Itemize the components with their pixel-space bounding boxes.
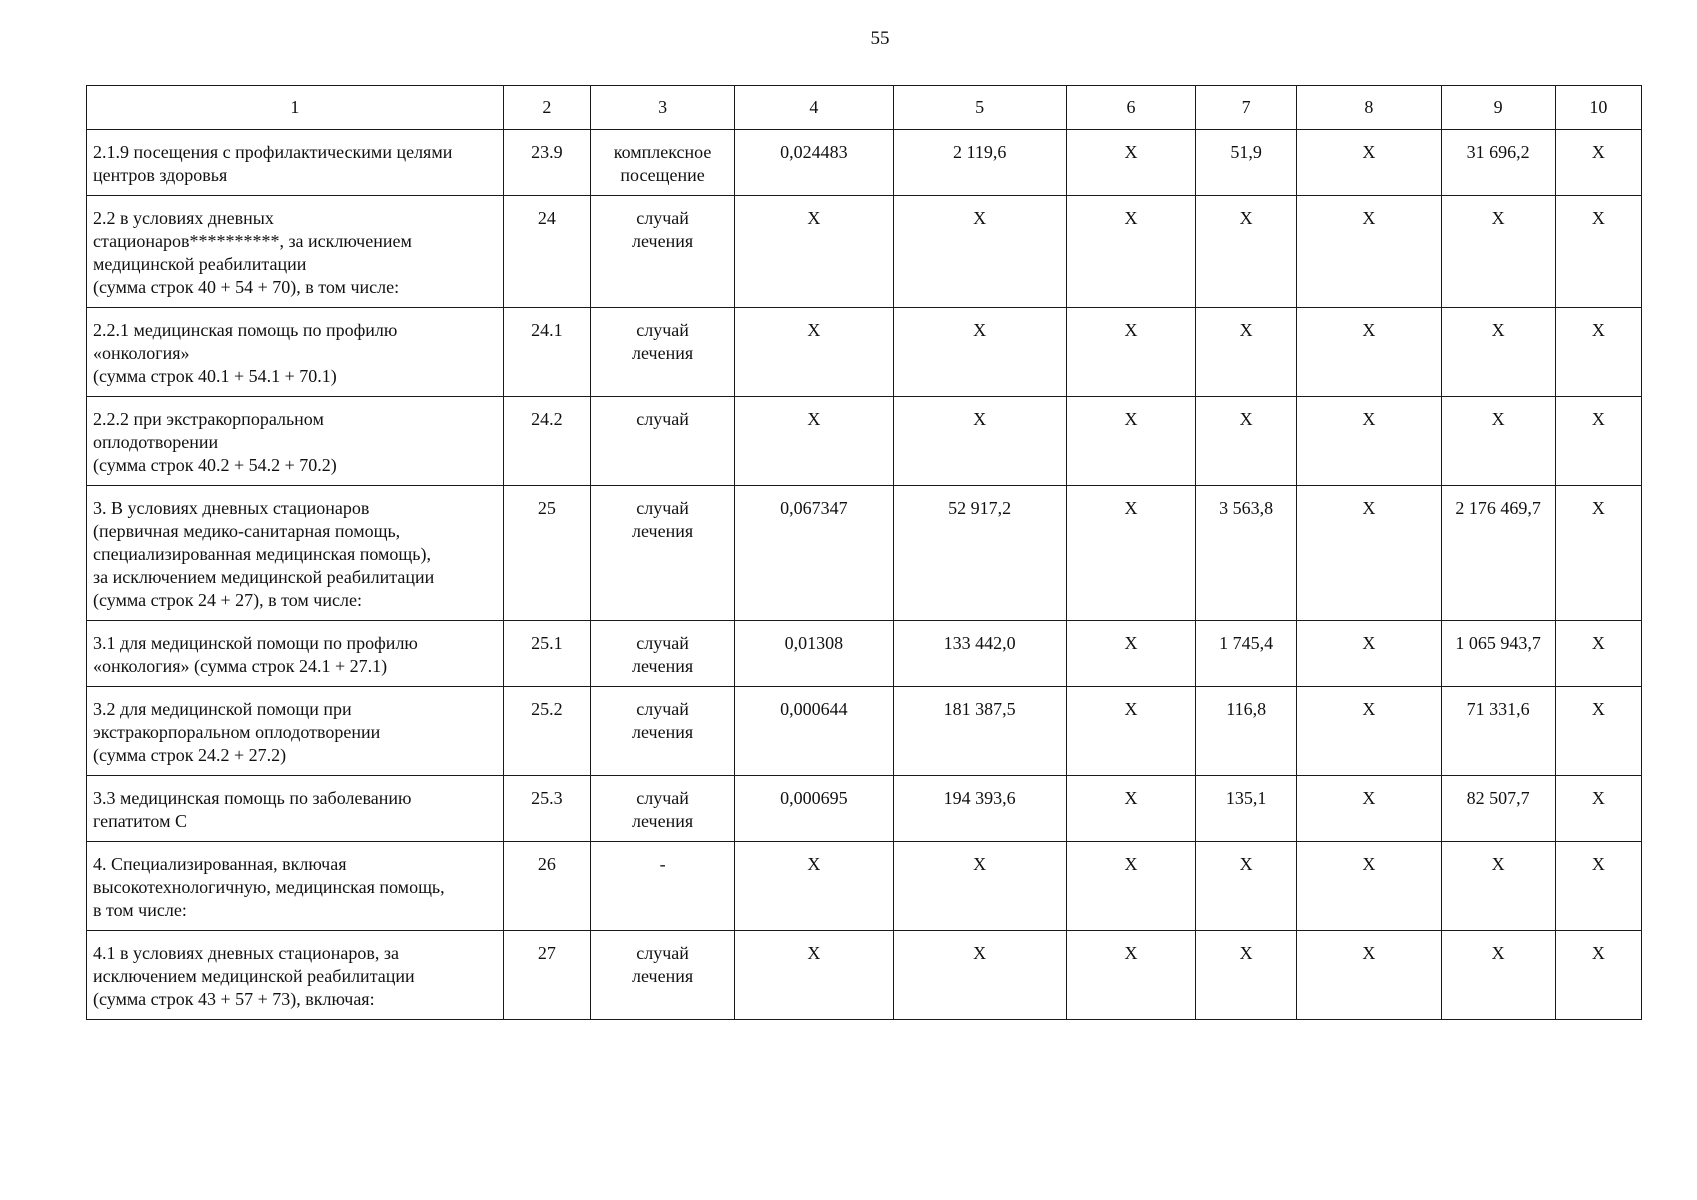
table-cell: Х [1555,842,1641,931]
table-cell: Х [1297,776,1441,842]
table-cell: 3 563,8 [1196,486,1297,621]
row-description-cell [87,931,504,1020]
table-cell: Х [1297,842,1441,931]
table-cell: Х [1297,931,1441,1020]
table-cell: Х [1196,196,1297,308]
table-cell: Х [1066,308,1195,397]
column-header-10: 10 [1555,86,1641,130]
row-number-cell: 24.1 [503,308,590,397]
column-header-4: 4 [735,86,893,130]
table-cell: Х [1555,130,1641,196]
row-description-cell [87,196,504,308]
table-cell: 0,000644 [735,687,893,776]
table-cell: Х [1297,397,1441,486]
unit-text: - [659,854,666,874]
table-cell: 181 387,5 [893,687,1066,776]
unit-cell [590,397,734,486]
table-row [87,308,1642,397]
column-header-5: 5 [893,86,1066,130]
table-cell: Х [1555,621,1641,687]
unit-cell [590,486,734,621]
row-description-cell [87,397,504,486]
column-header-6: 6 [1066,86,1195,130]
table-cell: Х [1066,486,1195,621]
table-cell: Х [1441,308,1555,397]
table-cell: 0,067347 [735,486,893,621]
table-cell: Х [1066,196,1195,308]
page-number: 55 [870,28,890,49]
table-cell: Х [893,842,1066,931]
row-description-cell [87,776,504,842]
table-cell: Х [1196,308,1297,397]
table-row [87,931,1642,1020]
unit-cell [590,842,734,931]
table-cell: Х [1555,196,1641,308]
table-cell: 1 065 943,7 [1441,621,1555,687]
row-description: 2.2.1 медицинская помощь по профилю «онкология» (сумма строк 40.1 + 54.1 + 70.1) [93,320,398,386]
unit-text: случай лечения [632,943,694,986]
table-cell: Х [893,931,1066,1020]
row-number-cell: 24.2 [503,397,590,486]
table-cell: Х [1297,196,1441,308]
table-cell: Х [1066,776,1195,842]
unit-text: комплексное посещение [613,142,712,185]
table-row [87,486,1642,621]
table-cell: Х [1196,931,1297,1020]
column-header-9: 9 [1441,86,1555,130]
unit-cell [590,687,734,776]
row-description: 4. Специализированная, включая высокотехнологичную, медицинская помощь, в том числе: [93,854,445,920]
row-number-cell: 26 [503,842,590,931]
table-cell: Х [893,196,1066,308]
table-cell: Х [1441,931,1555,1020]
table-cell: Х [1555,931,1641,1020]
table-cell: Х [735,931,893,1020]
unit-text: случай лечения [632,498,694,541]
table-cell: Х [1297,308,1441,397]
row-description-cell [87,687,504,776]
unit-text: случай лечения [632,320,694,363]
table-cell: Х [1066,397,1195,486]
row-description: 2.2 в условиях дневных стационаров**********, за исключением медицинской реабилитации (сумма строк 40 + 54 + 70), в том числе: [93,208,412,297]
table-cell: Х [1555,486,1641,621]
table-cell: 135,1 [1196,776,1297,842]
table-header-row [87,86,1642,130]
row-number-cell: 25.1 [503,621,590,687]
table-cell: 194 393,6 [893,776,1066,842]
table-cell: Х [1297,621,1441,687]
table-cell: 51,9 [1196,130,1297,196]
row-number-cell: 24 [503,196,590,308]
row-number-cell: 25.3 [503,776,590,842]
unit-cell [590,130,734,196]
table-cell: 2 119,6 [893,130,1066,196]
table-cell: Х [1441,196,1555,308]
unit-text: случай лечения [632,208,694,251]
table-cell: 0,01308 [735,621,893,687]
row-description-cell [87,308,504,397]
table-cell: Х [735,397,893,486]
column-header-2: 2 [503,86,590,130]
table-cell: 2 176 469,7 [1441,486,1555,621]
unit-cell [590,776,734,842]
row-description-cell [87,842,504,931]
table-row [87,776,1642,842]
column-header-8: 8 [1297,86,1441,130]
unit-cell [590,196,734,308]
table-cell: Х [1196,397,1297,486]
table-cell: Х [1066,687,1195,776]
table-row [87,687,1642,776]
row-description: 3.2 для медицинской помощи при экстракорпоральном оплодотворении (сумма строк 24.2 + 27.2) [93,699,381,765]
row-description: 4.1 в условиях дневных стационаров, за исключением медицинской реабилитации (сумма строк 43 + 57 + 73), включая: [93,943,415,1009]
data-table [86,85,1642,1020]
table-cell: Х [1441,397,1555,486]
table-cell: Х [1066,842,1195,931]
table-cell: Х [1066,130,1195,196]
table-cell: 31 696,2 [1441,130,1555,196]
row-number-cell: 23.9 [503,130,590,196]
unit-text: случай лечения [632,633,694,676]
table-cell: Х [1196,842,1297,931]
row-description: 3.1 для медицинской помощи по профилю «онкология» (сумма строк 24.1 + 27.1) [93,633,418,676]
table-row [87,130,1642,196]
row-description: 2.2.2 при экстракорпоральном оплодотворении (сумма строк 40.2 + 54.2 + 70.2) [93,409,337,475]
row-description-cell [87,486,504,621]
column-header-7: 7 [1196,86,1297,130]
row-number-cell: 25.2 [503,687,590,776]
table-row [87,842,1642,931]
table-cell: Х [1297,687,1441,776]
table-cell: Х [735,196,893,308]
unit-text: случай лечения [632,699,694,742]
table-cell: Х [1555,687,1641,776]
table-cell: Х [1441,842,1555,931]
table-cell: 1 745,4 [1196,621,1297,687]
unit-text: случай [636,409,689,429]
unit-cell [590,308,734,397]
row-description: 3. В условиях дневных стационаров (первичная медико-санитарная помощь, специализированная медицинская помощь), за исключением медицинской реабилитации (сумма строк 24 + 27), в том числе: [93,498,435,610]
table-cell: Х [1297,486,1441,621]
table-cell: Х [1066,621,1195,687]
unit-cell [590,621,734,687]
table-cell: 116,8 [1196,687,1297,776]
column-header-3: 3 [590,86,734,130]
row-description: 2.1.9 посещения с профилактическими целями центров здоровья [93,142,453,185]
table-cell: Х [1297,130,1441,196]
row-description: 3.3 медицинская помощь по заболеванию гепатитом С [93,788,412,831]
row-description-cell [87,621,504,687]
table-cell: 71 331,6 [1441,687,1555,776]
table-row [87,196,1642,308]
table-cell: Х [893,397,1066,486]
table-cell: Х [735,308,893,397]
unit-text: случай лечения [632,788,694,831]
table-cell: 133 442,0 [893,621,1066,687]
table-row [87,621,1642,687]
table-cell: Х [1555,397,1641,486]
table-cell: Х [1555,776,1641,842]
table-cell: 0,000695 [735,776,893,842]
table-row [87,397,1642,486]
table-cell: 52 917,2 [893,486,1066,621]
column-header-1: 1 [87,86,504,130]
table-cell: 0,024483 [735,130,893,196]
row-number-cell: 25 [503,486,590,621]
table-cell: Х [1066,931,1195,1020]
table-cell: Х [1555,308,1641,397]
table-cell: Х [735,842,893,931]
table-cell: 82 507,7 [1441,776,1555,842]
unit-cell [590,931,734,1020]
table-cell: Х [893,308,1066,397]
row-number-cell: 27 [503,931,590,1020]
row-description-cell [87,130,504,196]
